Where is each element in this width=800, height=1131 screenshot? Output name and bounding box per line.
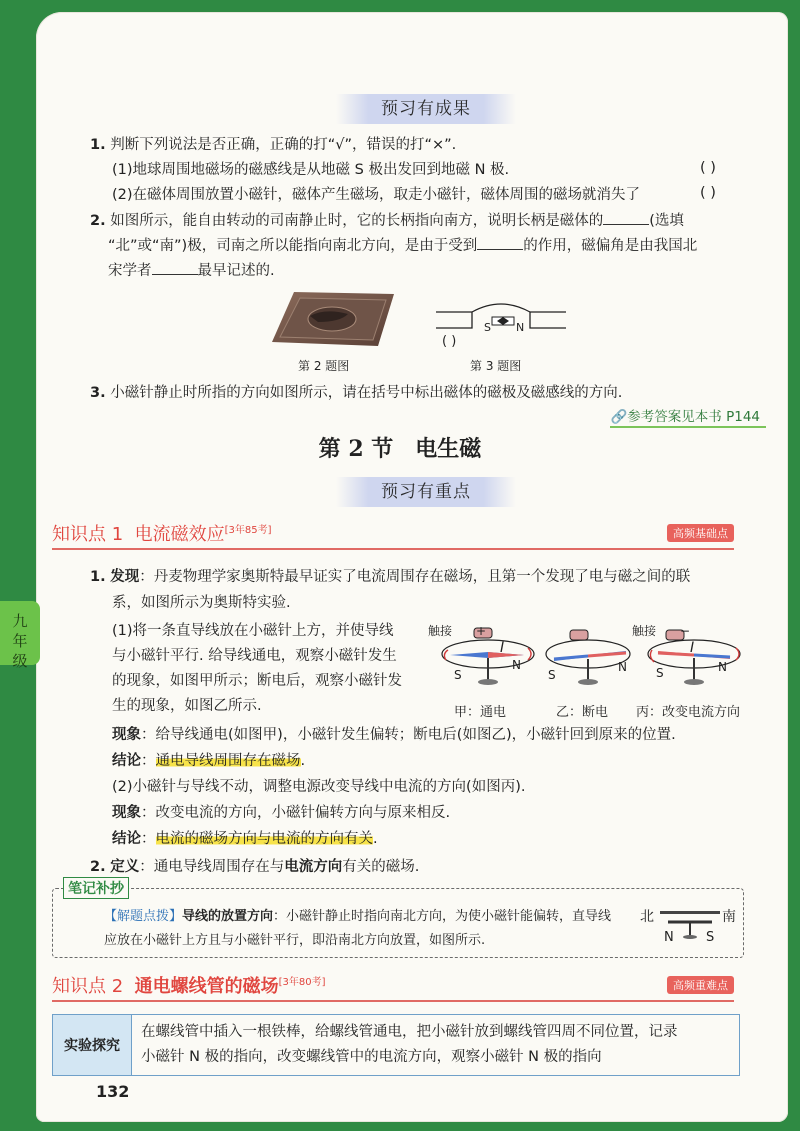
q2-blank2[interactable] <box>477 234 523 250</box>
kp1-discover <box>90 566 690 588</box>
q1-item1-answer[interactable]: ( ) <box>700 160 716 176</box>
experiment-line1: 在螺线管中插入一根铁棒，给螺线管通电，把小磁针放到螺线管四周不同位置，记录 <box>141 1024 678 1040</box>
kp2-frequency: [3年80考] <box>278 977 326 988</box>
def-b: 电流方向 <box>284 859 343 875</box>
grade-side-tab[interactable] <box>0 601 40 670</box>
kp1-num2: 2. <box>90 859 106 875</box>
q2-number: 2. <box>90 213 106 229</box>
answer-reference-text: 参考答案见本书 P144 <box>627 409 760 425</box>
def-c: 有关的磁场. <box>342 859 420 875</box>
experiment-table <box>52 1014 740 1076</box>
fig3-label-n: N <box>516 321 525 334</box>
kp2-label: 知识点 2 <box>52 976 124 997</box>
kp1-num1: 1. <box>90 569 106 585</box>
concl1-label: 结论 <box>112 753 141 769</box>
q1-item2: (2)在磁体周围放置小磁针，磁体产生磁场，取走小磁针，磁体周围的磁场就消失了 <box>112 187 641 203</box>
kp1-observation2 <box>112 802 450 824</box>
def-a: ：通电导线周围存在与 <box>139 859 285 875</box>
fig-off <box>546 630 630 685</box>
note-fig-south: 南 <box>722 909 736 925</box>
kp1-p1-l3: 的现象，如图甲所示；断电后，观察小磁针发 <box>112 673 402 689</box>
q2-line3b: 最早记述的. <box>197 263 275 279</box>
q1-text: 判断下列说法是否正确，正确的打“√”，错误的打“×”. <box>110 137 457 153</box>
experiment-label: 实验探究 <box>53 1015 132 1075</box>
note-line2: 应放在小磁针上方且与小磁针平行，即沿南北方向放置，如图所示. <box>104 933 486 948</box>
tip-bold: 导线的放置方向 <box>182 909 274 924</box>
sinan-compass-image <box>270 290 396 348</box>
kp1-tag: 高频基础点 <box>667 524 734 542</box>
fig1-plus: + <box>476 624 487 638</box>
note-fig-north: 北 <box>640 909 654 925</box>
knowledge-point-1-header <box>52 520 734 550</box>
kp1-title <box>52 520 272 546</box>
fig3e-current: I <box>690 640 695 656</box>
kp1-p1-l4: 生的现象，如图乙所示. <box>112 698 262 714</box>
fig1-touch-label: 触接 <box>428 624 453 638</box>
note-fig-n: N <box>664 930 674 945</box>
q1-item1: (1)地球周围地磁场的磁感线是从地磁 S 极出发回到地磁 N 极. <box>112 162 510 178</box>
q2-line2b: 的作用，磁偏角是由我国北 <box>523 238 698 254</box>
kp1-p1-l1: (1)将一条直导线放在小磁针上方，并使导线 <box>112 623 394 639</box>
grade-label: 九年级 <box>12 612 28 670</box>
q3 <box>90 382 622 404</box>
kp1-frequency: [3年85考] <box>224 525 272 536</box>
knowledge-point-2-header <box>52 972 734 1002</box>
q2-line1 <box>90 209 684 232</box>
concl2-text: 电流的磁场方向与电流的方向有关 <box>155 831 373 847</box>
q2-line3a: 宋学者 <box>108 263 152 279</box>
def-label: 定义 <box>110 859 140 875</box>
fig3-left-pole-answer[interactable]: ( ) <box>442 334 457 349</box>
fig2-caption: 第 2 题图 <box>298 359 350 373</box>
fig-cap-off: 乙：断电 <box>556 705 609 720</box>
fig-cap-reversed: 丙：改变电流方向 <box>636 705 741 720</box>
q2-line3 <box>108 259 275 282</box>
kp1-p2: (2)小磁针与导线不动，调整电源改变导线中电流的方向(如图丙). <box>112 779 526 795</box>
fig3e-s: S <box>656 666 664 680</box>
banner-preview-key-points: 预习有重点 <box>336 477 516 507</box>
q2-blank3[interactable] <box>152 259 198 275</box>
obs1-text: ：给导线通电(如图甲)，小磁针发生偏转；断电后(如图乙)，小磁针回到原来的位置. <box>141 727 676 743</box>
kp1-observation1 <box>112 724 676 746</box>
fig3e-minus: − <box>680 624 691 638</box>
obs1-label: 现象 <box>112 727 141 743</box>
q3-text: 小磁针静止时所指的方向如图所示，请在括号中标出磁体的磁极及磁感线的方向. <box>110 385 623 401</box>
fig3-label-s: S <box>484 321 491 334</box>
fig2e-s: S <box>548 668 556 682</box>
fig3-caption: 第 3 题图 <box>470 359 522 373</box>
kp1-discover-line2: 系，如图所示为奥斯特实验. <box>112 595 291 611</box>
concl2-label: 结论 <box>112 831 141 847</box>
discover-label: 发现 <box>110 569 140 585</box>
kp2-name: 通电螺线管的磁场 <box>134 976 279 997</box>
kp2-title <box>52 972 326 998</box>
link-icon: 🔗 <box>610 409 628 425</box>
discover-text: ：丹麦物理学家奥斯特最早证实了电流周围存在磁场，且第一个发现了电与磁之间的联 <box>139 569 691 585</box>
experiment-line2: 小磁针 N 极的指向，改变螺线管中的电流方向，观察小磁针 N 极的指向 <box>141 1049 602 1065</box>
answer-reference[interactable] <box>610 405 760 425</box>
obs2-text: ：改变电流的方向，小磁针偏转方向与原来相反. <box>141 805 451 821</box>
kp1-p1-l2: 与小磁针平行. 给导线通电，观察小磁针发生 <box>112 648 397 664</box>
q1-item2-answer[interactable]: ( ) <box>700 185 716 201</box>
note-line1 <box>104 906 611 928</box>
section-title: 第 2 节 电生磁 <box>318 436 482 462</box>
tip-label: 【解题点拨】 <box>104 909 183 924</box>
q2-line1b: (选填 <box>649 213 684 229</box>
q3-number: 3. <box>90 385 106 401</box>
q1-number: 1. <box>90 137 106 153</box>
banner-preview-results: 预习有成果 <box>336 94 516 124</box>
note-fig-s: S <box>706 930 715 945</box>
kp2-tag: 高频重难点 <box>667 976 734 994</box>
obs2-label: 现象 <box>112 805 141 821</box>
fig3e-n: N <box>718 660 727 674</box>
q2-blank1[interactable] <box>603 209 649 225</box>
q2-line2 <box>108 234 697 257</box>
fig2e-n: N <box>618 660 627 674</box>
note-title: 笔记补抄 <box>63 877 129 899</box>
fig1-current: I <box>500 640 505 656</box>
fig-cap-powered: 甲：通电 <box>454 705 507 720</box>
page-number: 132 <box>96 1082 130 1101</box>
q2-line1a: 如图所示，能自由转动的司南静止时，它的长柄指向南方，说明长柄是磁体的 <box>110 213 604 229</box>
kp1-conclusion1: 结论：通电导线周围存在磁场. <box>112 753 306 769</box>
kp1-conclusion2: 结论：电流的磁场方向与电流的方向有关. <box>112 831 378 847</box>
kp1-name: 电流磁效应 <box>134 524 225 545</box>
fig1-n: N <box>512 658 521 672</box>
q2-line2a: “北”或“南”)极，司南之所以能指向南北方向，是由于受到 <box>108 238 478 254</box>
fig1-s: S <box>454 668 462 682</box>
tip-text1: ：小磁针静止时指向南北方向，为使小磁针能偏转，直导线 <box>273 909 612 924</box>
q1-stem <box>90 134 456 156</box>
fig3e-touch-label: 触接 <box>632 624 657 638</box>
concl1-text: 通电导线周围存在磁场 <box>155 753 301 769</box>
kp1-definition <box>90 856 419 878</box>
kp1-label: 知识点 1 <box>52 524 124 545</box>
